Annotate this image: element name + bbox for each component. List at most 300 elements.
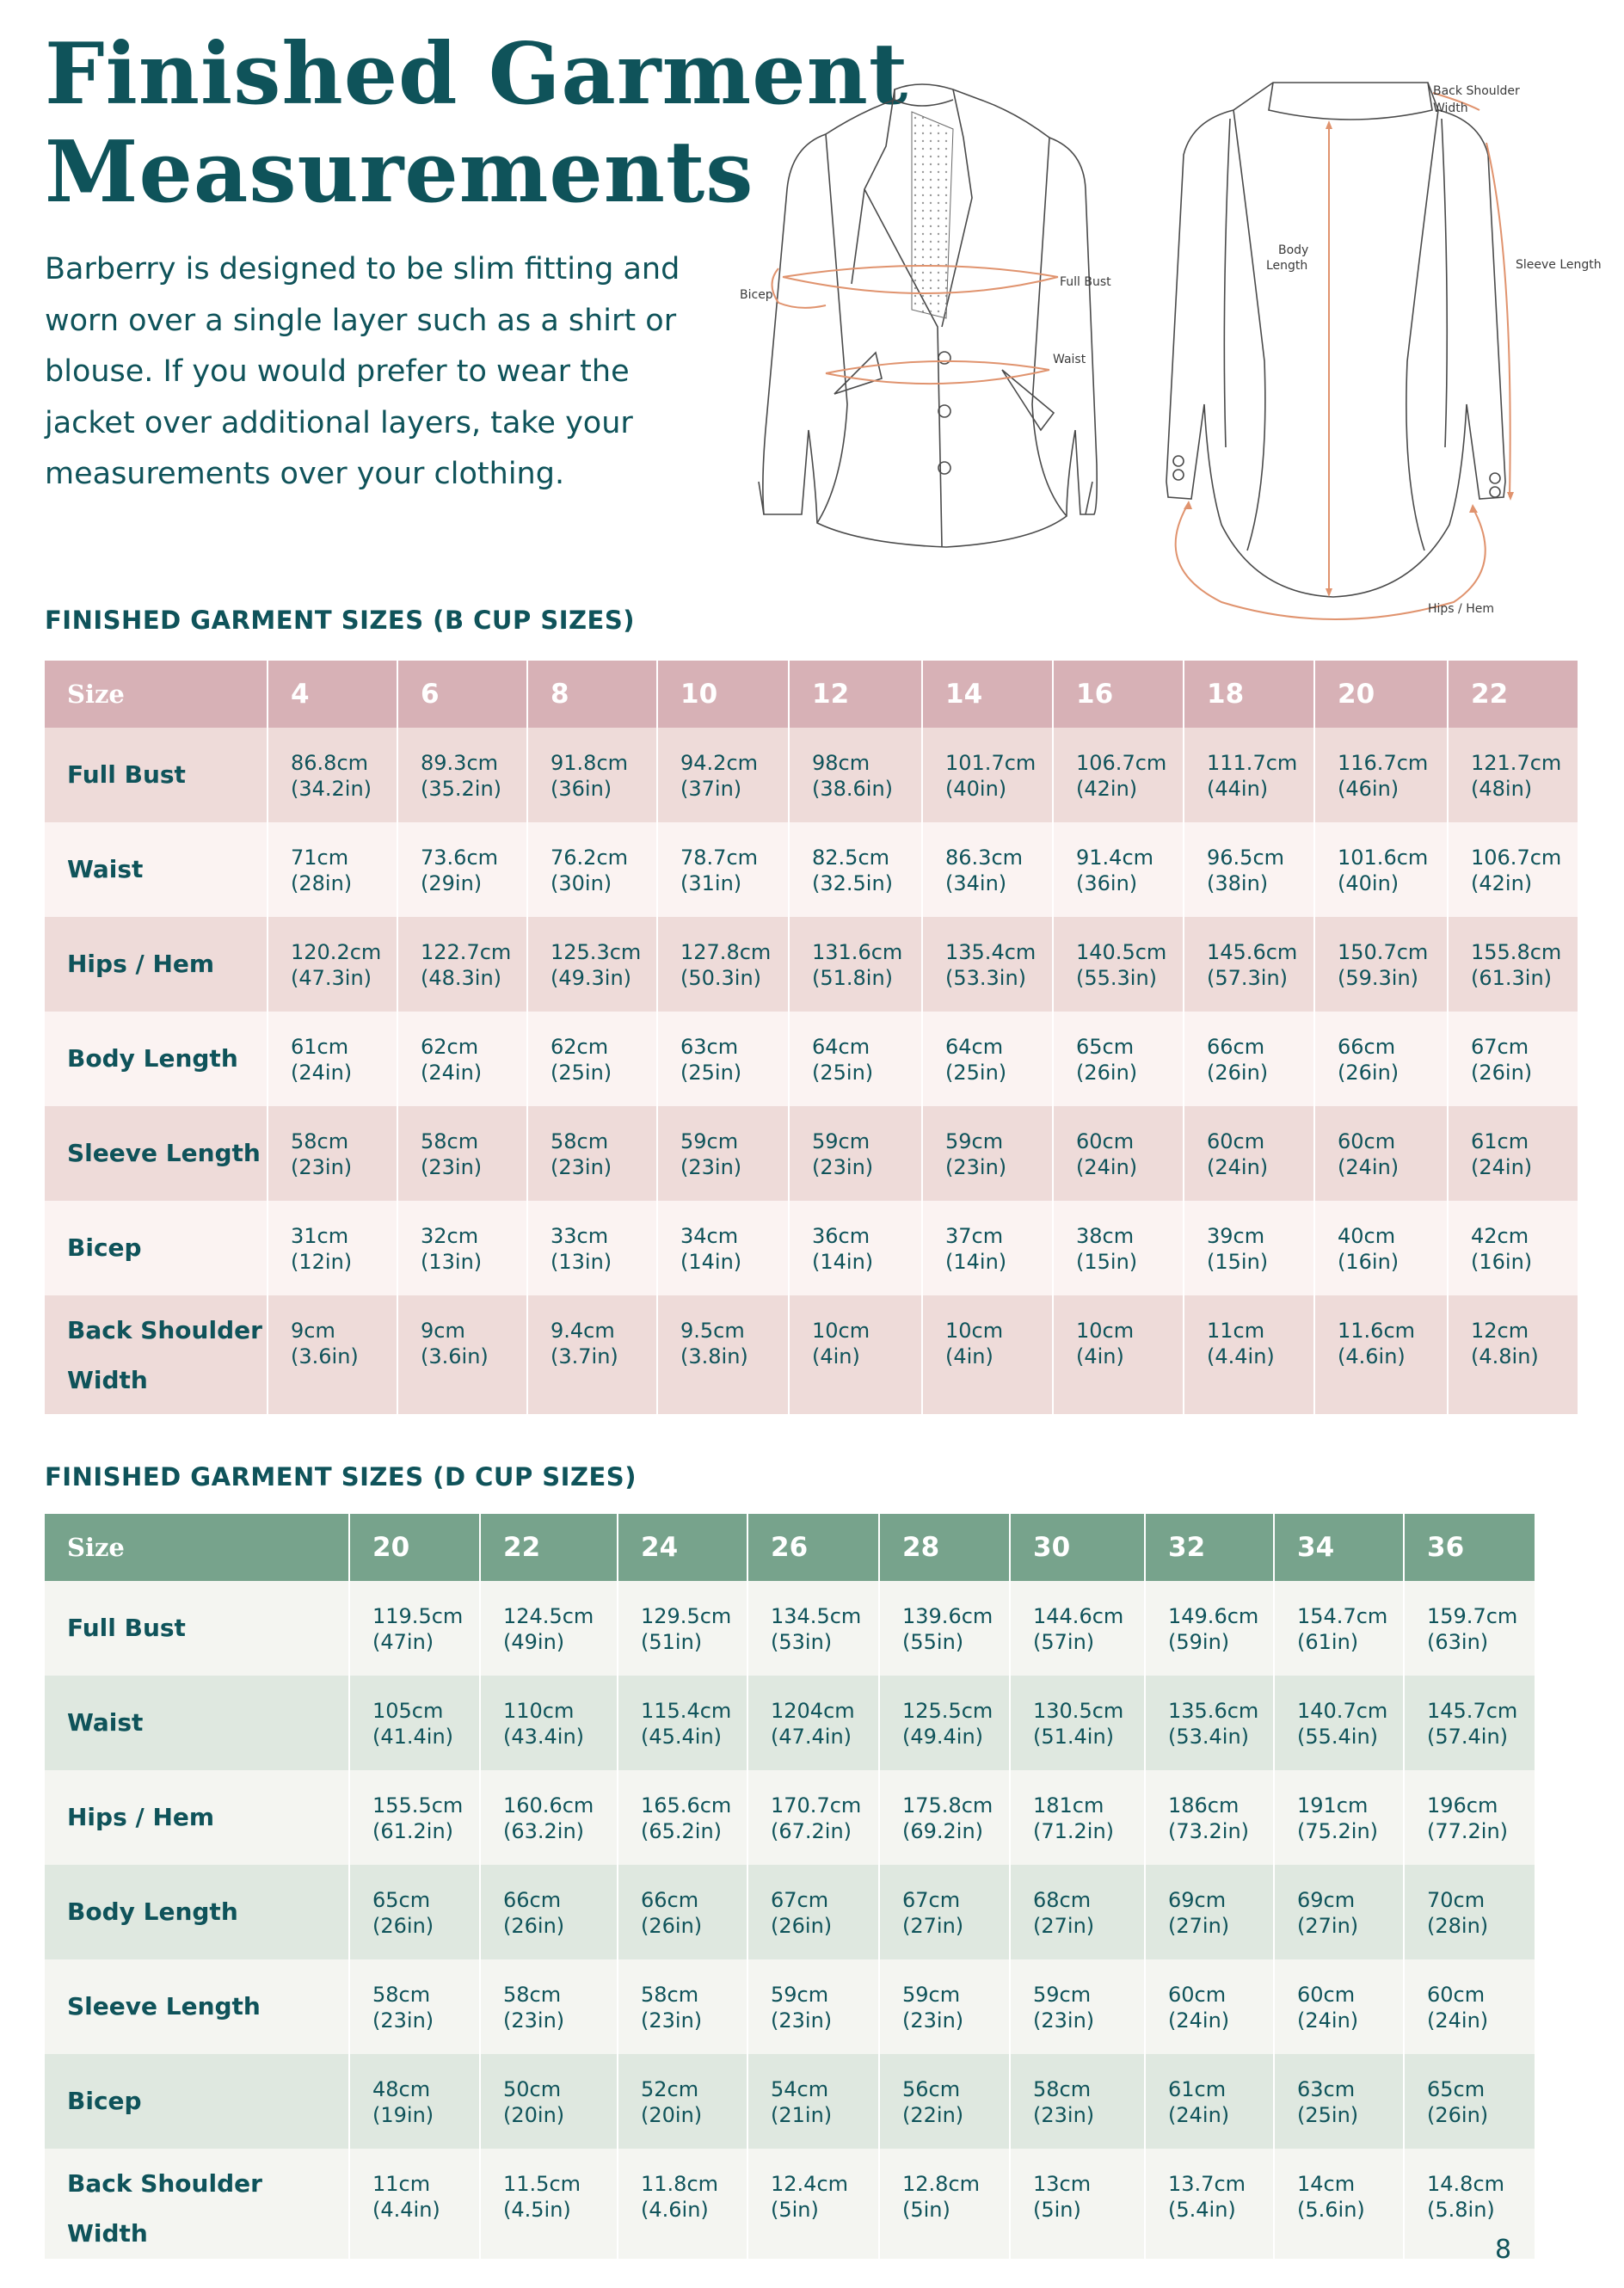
measurement-cell	[1448, 728, 1578, 822]
cm-value: 101.7cm	[945, 751, 1037, 775]
cm-value: 42cm	[1471, 1224, 1529, 1248]
cm-value: 14cm	[1297, 2172, 1356, 2196]
inch-value: (42in)	[1471, 871, 1533, 895]
cm-value: 175.8cm	[902, 1793, 993, 1817]
measurement-cell	[349, 1676, 480, 1770]
inch-value: (26in)	[503, 1914, 565, 1938]
size-column-header: 32	[1145, 1514, 1274, 1581]
row-label-text: Hips / Hem	[67, 950, 215, 978]
cm-value: 12.8cm	[902, 2172, 981, 2196]
measurement-cell	[1314, 1012, 1448, 1106]
inch-value: (24in)	[1471, 1155, 1533, 1179]
cm-value: 64cm	[812, 1035, 870, 1059]
measurement-cell	[879, 1676, 1010, 1770]
measurement-cell	[480, 1865, 618, 1959]
measurement-cell	[1274, 2054, 1404, 2149]
cm-value: 9.5cm	[680, 1319, 745, 1343]
measurement-cell	[618, 1770, 747, 1865]
d-cup-size-table	[45, 1514, 1536, 2259]
row-label-text: Bicep	[67, 2087, 142, 2115]
row-label	[45, 1770, 349, 1865]
inch-value: (27in)	[1297, 1914, 1359, 1938]
inch-value: (4.6in)	[1338, 1344, 1406, 1368]
inch-value: (23in)	[945, 1155, 1007, 1179]
inch-value: (22in)	[902, 2103, 964, 2127]
measurement-cell	[1314, 917, 1448, 1012]
inch-value: (61.2in)	[372, 1819, 454, 1843]
cm-value: 38cm	[1076, 1224, 1135, 1248]
measurement-cell	[527, 917, 657, 1012]
measurement-cell	[1010, 2149, 1145, 2259]
measurement-cell	[1010, 1770, 1145, 1865]
table-row	[45, 1295, 1578, 1414]
inch-value: (25in)	[945, 1061, 1007, 1085]
cm-value: 71cm	[291, 846, 349, 870]
inch-value: (23in)	[1033, 2103, 1095, 2127]
inch-value: (5.4in)	[1168, 2198, 1236, 2222]
inch-value: (3.7in)	[551, 1344, 618, 1368]
measurement-cell	[1274, 1959, 1404, 2054]
cm-value: 119.5cm	[372, 1604, 464, 1628]
inch-value: (13in)	[421, 1250, 483, 1274]
inch-value: (47.4in)	[771, 1725, 852, 1749]
cm-value: 135.6cm	[1168, 1699, 1259, 1723]
cm-value: 59cm	[902, 1983, 961, 2007]
measurement-cell	[657, 1012, 789, 1106]
inch-value: (67.2in)	[771, 1819, 852, 1843]
inch-value: (50.3in)	[680, 966, 762, 990]
measurement-cell	[1053, 1106, 1184, 1201]
measurement-cell	[1053, 1295, 1184, 1414]
inch-value: (47.3in)	[291, 966, 372, 990]
cm-value: 58cm	[421, 1129, 479, 1153]
cm-value: 165.6cm	[641, 1793, 732, 1817]
inch-value: (48in)	[1471, 777, 1533, 801]
size-column-header: 34	[1274, 1514, 1404, 1581]
measurement-cell	[1184, 1106, 1314, 1201]
measurement-cell	[747, 1865, 879, 1959]
inch-value: (5in)	[771, 2198, 819, 2222]
inch-value: (27in)	[1033, 1914, 1095, 1938]
inch-value: (3.6in)	[291, 1344, 359, 1368]
measurement-cell	[1404, 2149, 1535, 2259]
measurement-cell	[397, 728, 527, 822]
row-label	[45, 2054, 349, 2149]
cm-value: 67cm	[771, 1888, 829, 1912]
measurement-cell	[349, 1581, 480, 1676]
cm-value: 106.7cm	[1076, 751, 1167, 775]
cm-value: 124.5cm	[503, 1604, 594, 1628]
inch-value: (29in)	[421, 871, 483, 895]
measurement-cell	[1053, 917, 1184, 1012]
cm-value: 91.8cm	[551, 751, 629, 775]
cm-value: 13.7cm	[1168, 2172, 1246, 2196]
page-number: 8	[1495, 2235, 1512, 2265]
measurement-cell	[879, 1581, 1010, 1676]
measurement-cell	[922, 1106, 1053, 1201]
inch-value: (26in)	[1471, 1061, 1533, 1085]
measurement-cell	[879, 1865, 1010, 1959]
cm-value: 40cm	[1338, 1224, 1396, 1248]
inch-value: (35.2in)	[421, 777, 502, 801]
inch-value: (71.2in)	[1033, 1819, 1115, 1843]
inch-value: (31in)	[680, 871, 742, 895]
inch-value: (45.4in)	[641, 1725, 723, 1749]
inch-value: (47in)	[372, 1630, 434, 1654]
inch-value: (36in)	[1076, 871, 1138, 895]
cm-value: 191cm	[1297, 1793, 1369, 1817]
cm-value: 58cm	[503, 1983, 562, 2007]
inch-value: (4.4in)	[372, 2198, 440, 2222]
measurement-cell	[397, 1295, 527, 1414]
inch-value: (34in)	[945, 871, 1007, 895]
inch-value: (23in)	[551, 1155, 612, 1179]
measurement-cell	[1145, 2054, 1274, 2149]
inch-value: (49.4in)	[902, 1725, 984, 1749]
hips-hem-diagram-label: Hips / Hem	[1428, 602, 1494, 616]
waist-diagram-label: Waist	[1053, 353, 1086, 366]
cm-value: 98cm	[812, 751, 870, 775]
size-column-header: 8	[527, 661, 657, 728]
measurement-cell	[1274, 1676, 1404, 1770]
cm-value: 59cm	[945, 1129, 1004, 1153]
row-label	[45, 1201, 268, 1295]
cm-value: 127.8cm	[680, 940, 772, 964]
measurement-cell	[879, 2054, 1010, 2149]
cm-value: 54cm	[771, 2077, 829, 2101]
inch-value: (20in)	[503, 2103, 565, 2127]
intro-paragraph: Barberry is designed to be slim fitting and worn over a single layer such as a shirt or blouse. If you would prefer to wear the jacket over additional layers, take your measurements over your clothing.	[45, 252, 680, 491]
inch-value: (24in)	[291, 1061, 353, 1085]
size-header-label: Size	[45, 1514, 349, 1581]
measurement-cell	[1404, 2054, 1535, 2149]
row-label	[45, 822, 268, 917]
cm-value: 106.7cm	[1471, 846, 1562, 870]
b-cup-header-row	[45, 661, 1578, 728]
cm-value: 63cm	[680, 1035, 739, 1059]
title-line-1: Finished Garment	[45, 25, 909, 124]
cm-value: 59cm	[812, 1129, 870, 1153]
inch-value: (24in)	[421, 1061, 483, 1085]
measurement-cell	[349, 1959, 480, 2054]
inch-value: (14in)	[812, 1250, 874, 1274]
inch-value: (28in)	[291, 871, 353, 895]
inch-value: (55.4in)	[1297, 1725, 1379, 1749]
table-row	[45, 1865, 1535, 1959]
measurement-cell	[1010, 1676, 1145, 1770]
cm-value: 39cm	[1207, 1224, 1265, 1248]
measurement-cell	[527, 1106, 657, 1201]
measurement-cell	[397, 1012, 527, 1106]
cm-value: 33cm	[551, 1224, 609, 1248]
measurement-cell	[1184, 1012, 1314, 1106]
cm-value: 145.6cm	[1207, 940, 1298, 964]
cm-value: 60cm	[1297, 1983, 1356, 2007]
measurement-cell	[1145, 2149, 1274, 2259]
measurement-cell	[1274, 1770, 1404, 1865]
measurement-cell	[789, 1106, 922, 1201]
measurement-cell	[1274, 1865, 1404, 1959]
inch-value: (15in)	[1076, 1250, 1138, 1274]
cm-value: 11.6cm	[1338, 1319, 1416, 1343]
cm-value: 154.7cm	[1297, 1604, 1388, 1628]
row-label-text: Hips / Hem	[67, 1803, 215, 1831]
measurement-cell	[747, 2149, 879, 2259]
row-label-text: Sleeve Length	[67, 1139, 261, 1167]
inch-value: (4.8in)	[1471, 1344, 1539, 1368]
table-row	[45, 1581, 1535, 1676]
cm-value: 145.7cm	[1427, 1699, 1518, 1723]
table-row	[45, 822, 1578, 917]
measurement-cell	[1448, 1295, 1578, 1414]
inch-value: (25in)	[551, 1061, 612, 1085]
table-row	[45, 1106, 1578, 1201]
measurement-cell	[268, 1106, 397, 1201]
inch-value: (24in)	[1076, 1155, 1138, 1179]
measurement-cell	[268, 728, 397, 822]
cm-value: 122.7cm	[421, 940, 512, 964]
measurement-cell	[1448, 822, 1578, 917]
size-column-header: 4	[268, 661, 397, 728]
cm-value: 12.4cm	[771, 2172, 849, 2196]
size-column-header: 18	[1184, 661, 1314, 728]
cm-value: 10cm	[945, 1319, 1004, 1343]
inch-value: (23in)	[680, 1155, 742, 1179]
cm-value: 9cm	[291, 1319, 335, 1343]
inch-value: (24in)	[1338, 1155, 1399, 1179]
cm-value: 61cm	[291, 1035, 349, 1059]
measurement-cell	[1010, 1865, 1145, 1959]
cm-value: 60cm	[1427, 1983, 1486, 2007]
table-row	[45, 917, 1578, 1012]
inch-value: (38.6in)	[812, 777, 894, 801]
measurement-cell	[480, 1581, 618, 1676]
inch-value: (23in)	[771, 2008, 833, 2033]
cm-value: 60cm	[1076, 1129, 1135, 1153]
inch-value: (42in)	[1076, 777, 1138, 801]
cm-value: 62cm	[551, 1035, 609, 1059]
measurement-cell	[527, 1295, 657, 1414]
measurement-cell	[1314, 728, 1448, 822]
measurement-cell	[1314, 1106, 1448, 1201]
measurement-cell	[747, 1581, 879, 1676]
b-cup-size-table	[45, 661, 1579, 1414]
cm-value: 14.8cm	[1427, 2172, 1505, 2196]
measurement-cell	[657, 1295, 789, 1414]
measurement-cell	[1053, 822, 1184, 917]
inch-value: (4in)	[1076, 1344, 1124, 1368]
inch-value: (14in)	[680, 1250, 742, 1274]
row-label	[45, 2149, 349, 2259]
inch-value: (23in)	[641, 2008, 703, 2033]
inch-value: (23in)	[291, 1155, 353, 1179]
inch-value: (41.4in)	[372, 1725, 454, 1749]
cm-value: 58cm	[1033, 2077, 1092, 2101]
cm-value: 60cm	[1338, 1129, 1396, 1153]
inch-value: (26in)	[1338, 1061, 1399, 1085]
cm-value: 59cm	[680, 1129, 739, 1153]
measurement-cell	[657, 917, 789, 1012]
measurement-cell	[922, 822, 1053, 917]
measurement-cell	[747, 2054, 879, 2149]
inch-value: (3.8in)	[680, 1344, 748, 1368]
cm-value: 121.7cm	[1471, 751, 1562, 775]
inch-value: (26in)	[1076, 1061, 1138, 1085]
measurement-cell	[1010, 1581, 1145, 1676]
inch-value: (13in)	[551, 1250, 612, 1274]
cm-value: 12cm	[1471, 1319, 1529, 1343]
row-label-text: Full Bust	[67, 760, 186, 789]
cm-value: 61cm	[1471, 1129, 1529, 1153]
inch-value: (5in)	[1033, 2198, 1081, 2222]
cm-value: 110cm	[503, 1699, 575, 1723]
cm-value: 36cm	[812, 1224, 870, 1248]
cm-value: 60cm	[1207, 1129, 1265, 1153]
measurement-cell	[349, 1770, 480, 1865]
garment-diagram	[731, 74, 1609, 642]
cm-value: 86.8cm	[291, 751, 369, 775]
cm-value: 140.7cm	[1297, 1699, 1388, 1723]
measurement-cell	[618, 2054, 747, 2149]
measurement-cell	[1184, 822, 1314, 917]
cm-value: 91.4cm	[1076, 846, 1154, 870]
inch-value: (4in)	[945, 1344, 993, 1368]
bicep-diagram-label: Bicep	[740, 288, 773, 302]
inch-value: (37in)	[680, 777, 742, 801]
cm-value: 67cm	[902, 1888, 961, 1912]
size-column-header: 14	[922, 661, 1053, 728]
row-label-text: Waist	[67, 855, 144, 883]
cm-value: 134.5cm	[771, 1604, 862, 1628]
back-shoulder-diagram-label-2: Width	[1433, 101, 1468, 115]
measurement-cell	[618, 1581, 747, 1676]
size-column-header: 24	[618, 1514, 747, 1581]
d-cup-heading: FINISHED GARMENT SIZES (D CUP SIZES)	[45, 1462, 637, 1492]
inch-value: (25in)	[680, 1061, 742, 1085]
cm-value: 86.3cm	[945, 846, 1024, 870]
measurement-cell	[657, 822, 789, 917]
measurement-cell	[922, 917, 1053, 1012]
inch-value: (53.4in)	[1168, 1725, 1250, 1749]
inch-value: (32.5in)	[812, 871, 894, 895]
cm-value: 159.7cm	[1427, 1604, 1518, 1628]
cm-value: 144.6cm	[1033, 1604, 1124, 1628]
cm-value: 10cm	[1076, 1319, 1135, 1343]
cm-value: 116.7cm	[1338, 751, 1429, 775]
inch-value: (12in)	[291, 1250, 353, 1274]
measurement-cell	[747, 1770, 879, 1865]
cm-value: 73.6cm	[421, 846, 499, 870]
measurement-cell	[1448, 1012, 1578, 1106]
inch-value: (4.6in)	[641, 2198, 709, 2222]
measurement-cell	[789, 1201, 922, 1295]
row-label	[45, 728, 268, 822]
cm-value: 105cm	[372, 1699, 444, 1723]
cm-value: 58cm	[641, 1983, 699, 2007]
measurement-cell	[480, 1676, 618, 1770]
measurement-cell	[1184, 1201, 1314, 1295]
size-column-header: 28	[879, 1514, 1010, 1581]
measurement-cell	[1184, 917, 1314, 1012]
cm-value: 9cm	[421, 1319, 465, 1343]
inch-value: (53in)	[771, 1630, 833, 1654]
cm-value: 37cm	[945, 1224, 1004, 1248]
measurement-cell	[747, 1959, 879, 2054]
cm-value: 52cm	[641, 2077, 699, 2101]
inch-value: (24in)	[1297, 2008, 1359, 2033]
inch-value: (23in)	[372, 2008, 434, 2033]
front-jacket-drawing	[759, 84, 1097, 547]
measurement-cell	[527, 728, 657, 822]
row-label-text: Back Shoulder Width	[67, 2169, 262, 2248]
inch-value: (26in)	[771, 1914, 833, 1938]
measurement-cell	[397, 822, 527, 917]
measurement-cell	[1314, 1295, 1448, 1414]
measurement-cell	[527, 1201, 657, 1295]
inch-value: (73.2in)	[1168, 1819, 1250, 1843]
cm-value: 11cm	[1207, 1319, 1265, 1343]
cm-value: 186cm	[1168, 1793, 1240, 1817]
cm-value: 62cm	[421, 1035, 479, 1059]
measurement-cell	[618, 1865, 747, 1959]
b-cup-body	[45, 728, 1578, 1414]
inch-value: (75.2in)	[1297, 1819, 1379, 1843]
row-label	[45, 1865, 349, 1959]
cm-value: 125.3cm	[551, 940, 642, 964]
inch-value: (63.2in)	[503, 1819, 585, 1843]
body-length-diagram-label-2: Length	[1266, 259, 1308, 273]
inch-value: (20in)	[641, 2103, 703, 2127]
size-column-header: 22	[480, 1514, 618, 1581]
cm-value: 59cm	[771, 1983, 829, 2007]
table-row	[45, 2149, 1535, 2259]
cm-value: 59cm	[1033, 1983, 1092, 2007]
table-row	[45, 2054, 1535, 2149]
measurement-cell	[268, 822, 397, 917]
inch-value: (19in)	[372, 2103, 434, 2127]
measurement-cell	[1404, 1581, 1535, 1676]
inch-value: (57.3in)	[1207, 966, 1289, 990]
cm-value: 82.5cm	[812, 846, 890, 870]
measurement-cell	[1145, 1959, 1274, 2054]
inch-value: (23in)	[1033, 2008, 1095, 2033]
inch-value: (24in)	[1168, 2103, 1230, 2127]
measurement-cell	[1448, 1106, 1578, 1201]
cm-value: 1204cm	[771, 1699, 855, 1723]
measurement-cell	[922, 728, 1053, 822]
inch-value: (23in)	[421, 1155, 483, 1179]
inch-value: (44in)	[1207, 777, 1269, 801]
cm-value: 69cm	[1297, 1888, 1356, 1912]
b-cup-heading: FINISHED GARMENT SIZES (B CUP SIZES)	[45, 606, 635, 635]
inch-value: (36in)	[551, 777, 612, 801]
cm-value: 11.8cm	[641, 2172, 719, 2196]
row-label	[45, 917, 268, 1012]
inch-value: (65.2in)	[641, 1819, 723, 1843]
measurement-cell	[397, 1106, 527, 1201]
cm-value: 139.6cm	[902, 1604, 993, 1628]
cm-value: 115.4cm	[641, 1699, 732, 1723]
size-column-header: 12	[789, 661, 922, 728]
cm-value: 11cm	[372, 2172, 431, 2196]
cm-value: 66cm	[641, 1888, 699, 1912]
measurement-cell	[349, 2149, 480, 2259]
cm-value: 13cm	[1033, 2172, 1092, 2196]
measurement-cell	[657, 728, 789, 822]
cm-value: 130.5cm	[1033, 1699, 1124, 1723]
inch-value: (51.4in)	[1033, 1725, 1115, 1749]
cm-value: 150.7cm	[1338, 940, 1429, 964]
